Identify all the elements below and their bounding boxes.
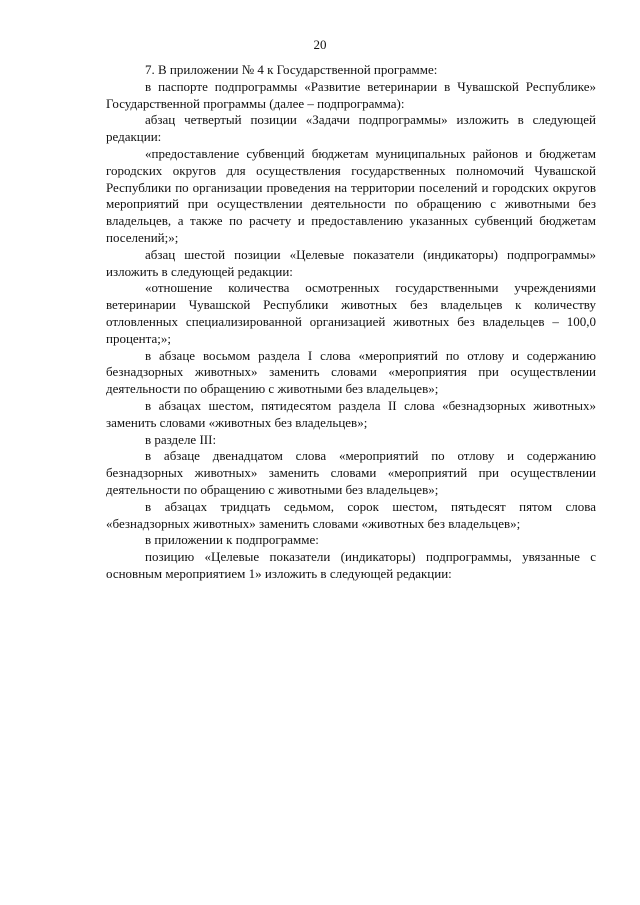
paragraph-section-1: в абзаце восьмом раздела I слова «мероприятий по отлову и содержанию безнадзорных животных» заменить словами «мероприятия при осуществлении деятельности по обращению с животными без владельцев»; — [106, 347, 596, 397]
paragraph-section-3-twelfth: в абзаце двенадцатом слова «мероприятий по отлову и содержанию безнадзорных животных» заменить словами «мероприятий при осуществлении деятельности по обращению с животными без владельцев»; — [106, 448, 596, 497]
paragraph-indicators-position: абзац шестой позиции «Целевые показатели (индикаторы) подпрограммы» изложить в следующей редакции: — [106, 246, 596, 279]
page-number: 20 — [313, 37, 327, 52]
paragraph-item-7: 7. В приложении № 4 к Государственной программе: — [145, 62, 438, 77]
paragraph-section-3-heading: в разделе III: — [145, 431, 217, 447]
paragraph-appendix-heading: в приложении к подпрограмме: — [145, 532, 319, 548]
paragraph-passport-subprogram: в паспорте подпрограммы «Развитие ветеринарии в Чувашской Республике» Государственной программы (далее – подпрограмма): — [106, 78, 596, 111]
paragraph-section-3-others: в абзацах тридцать седьмом, сорок шестом, пятьдесят пятом слова «безнадзорных животных» заменить словами «животных без владельцев»; — [106, 498, 596, 531]
paragraph-section-2: в абзацах шестом, пятидесятом раздела II слова «безнадзорных животных» заменить словами «животных без владельцев»; — [106, 397, 596, 430]
paragraph-tasks-position: абзац четвертый позиции «Задачи подпрограммы» изложить в следующей редакции: — [106, 112, 596, 145]
document-body — [106, 62, 596, 583]
paragraph-subventions-quote: «предоставление субвенций бюджетам муниципальных районов и бюджетам городских округов для осуществления государственных полномочий Чувашской Республики по организации проведения на территории поселений и городских округов мероприятий при осуществлении деятельности по обращению с животными без владельцев, а также по расчету и предоставлению указанных субвенций бюджетам поселений;»; — [106, 145, 596, 245]
paragraph-appendix-position: позицию «Целевые показатели (индикаторы) подпрограммы, увязанные с основным мероприятием 1» изложить в следующей редакции: — [106, 549, 596, 581]
paragraph-ratio-quote: «отношение количества осмотренных государственными учреждениями ветеринарии Чувашской Республики животных без владельцев к количеству отловленных специализированной организацией животных без владельцев – 100,0 процента;»; — [106, 280, 596, 346]
